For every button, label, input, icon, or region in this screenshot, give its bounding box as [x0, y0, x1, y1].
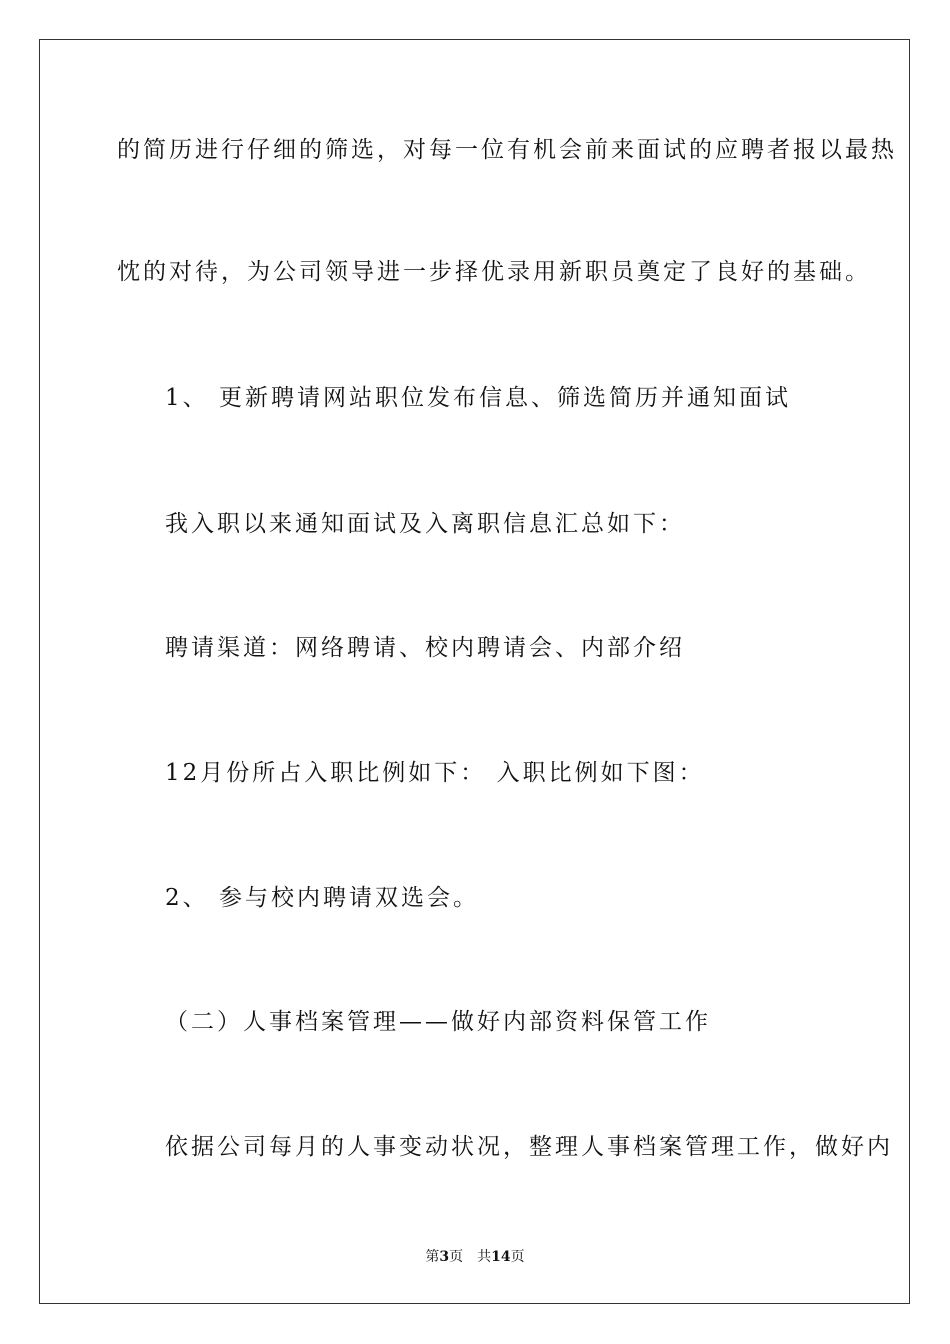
section-heading-2: （二）人事档案管理——做好内部资料保管工作: [165, 1009, 711, 1035]
paragraph-line-1: 的简历进行仔细的筛选，对每一位有机会前来面试的应聘者报以最热: [117, 137, 897, 163]
paragraph-line-summary: 我入职以来通知面试及入离职信息汇总如下：: [165, 511, 685, 537]
paragraph-line-ratio: 12月份所占入职比例如下： 入职比例如下图：: [165, 760, 705, 786]
list-item-2-heading: 2、 参与校内聘请双选会。: [165, 885, 479, 911]
page-footer: [0, 1248, 950, 1266]
footer-total-prefix: 共: [477, 1249, 492, 1265]
footer-page-suffix: 页: [449, 1249, 464, 1265]
page-border: [39, 39, 910, 1304]
paragraph-line-channels: 聘请渠道：网络聘请、校内聘请会、内部介绍: [165, 635, 685, 661]
footer-total-pages: 14: [491, 1249, 511, 1265]
footer-page-prefix: 第: [425, 1249, 440, 1265]
footer-current-page: 3: [439, 1249, 450, 1265]
footer-total-suffix: 页: [510, 1249, 525, 1265]
paragraph-line-archive: 依据公司每月的人事变动状况，整理人事档案管理工作，做好内: [165, 1134, 893, 1160]
paragraph-line-2: 忱的对待，为公司领导进一步择优录用新职员奠定了良好的基础。: [117, 259, 871, 285]
list-item-1-heading: 1、 更新聘请网站职位发布信息、筛选简历并通知面试: [165, 385, 791, 411]
